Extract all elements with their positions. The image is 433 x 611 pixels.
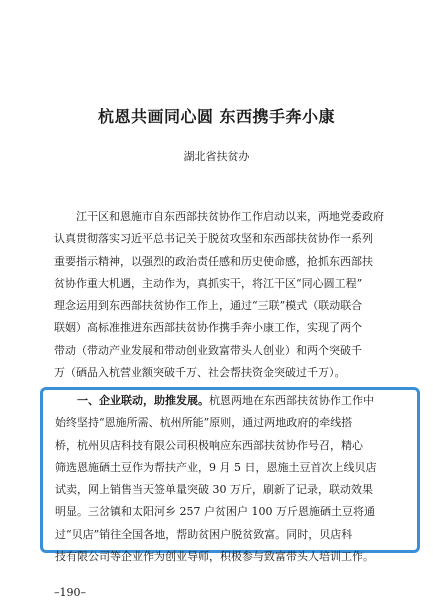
page-number: –190–: [54, 586, 86, 599]
section1-first-line-text: 杭恩两地在东西部扶贫协作工作中: [209, 394, 374, 407]
paragraph-line: 重要指示精神，以强烈的政治责任感和历史使命感，抢抓东西部扶: [54, 254, 373, 268]
paragraph-line: 试卖，网上销售当天签单量突破 30 万斤，刷新了记录，联动效果: [55, 483, 373, 497]
intro-paragraph: [54, 206, 402, 384]
paragraph-line: 江干区和恩施市自东西部扶贫协作工作启动以来，两地党委政府: [76, 210, 384, 223]
paragraph-line: 联姻）高标准推进东西部扶贫协作携手奔小康工作，实现了两个: [54, 321, 362, 335]
document-author: 湖北省扶贫办: [183, 150, 250, 163]
paragraph-line: 始终坚持“恩施所需、杭州所能”原则，通过两地政府的牵线搭: [55, 416, 353, 430]
paragraph-line: 贫协作重大机遇，主动作为，真抓实干，将江干区“同心圆工程”: [54, 276, 363, 290]
paragraph-line: 筛选恩施硒土豆作为帮扶产业，9 月 5 日，恩施土豆首次上线贝店: [55, 460, 377, 474]
paragraph-line: 明显。三岔镇和太阳河乡 257 户贫困户 100 万斤恩施硒土豆将通: [55, 505, 375, 519]
paragraph-line: 带动（带动产业发展和带动创业致富带头人创业）和两个突破千: [54, 343, 362, 357]
paragraph-line: 认真贯彻落实习近平总书记关于脱贫攻坚和东西部扶贫协作一系列: [54, 232, 373, 246]
paragraph-line: [55, 390, 405, 412]
section1-paragraph: [55, 390, 405, 568]
section1-heading: 一、企业联动，助推发展。: [77, 394, 209, 407]
paragraph-line: 万（硒品入杭营业额突破千万、社会帮扶资金突破过千万）。: [54, 366, 346, 380]
paragraph-line: 过“贝店”销往全国各地，帮助贫困户脱贫致富。同时，贝店科: [55, 527, 353, 541]
highlight-box: [40, 387, 420, 564]
paragraph-line: 技有限公司等企业作为创业导师，积极参与致富带头人培训工作。: [55, 550, 374, 564]
paragraph-line: 桥，杭州贝店科技有限公司积极响应东西部扶贫协作号召，精心: [55, 438, 363, 452]
document-title: 杭恩共画同心圆 东西携手奔小康: [97, 107, 336, 126]
paragraph-line: 理念运用到东西部扶贫协作工作上，通过“三联”模式（联动联合: [54, 299, 363, 313]
